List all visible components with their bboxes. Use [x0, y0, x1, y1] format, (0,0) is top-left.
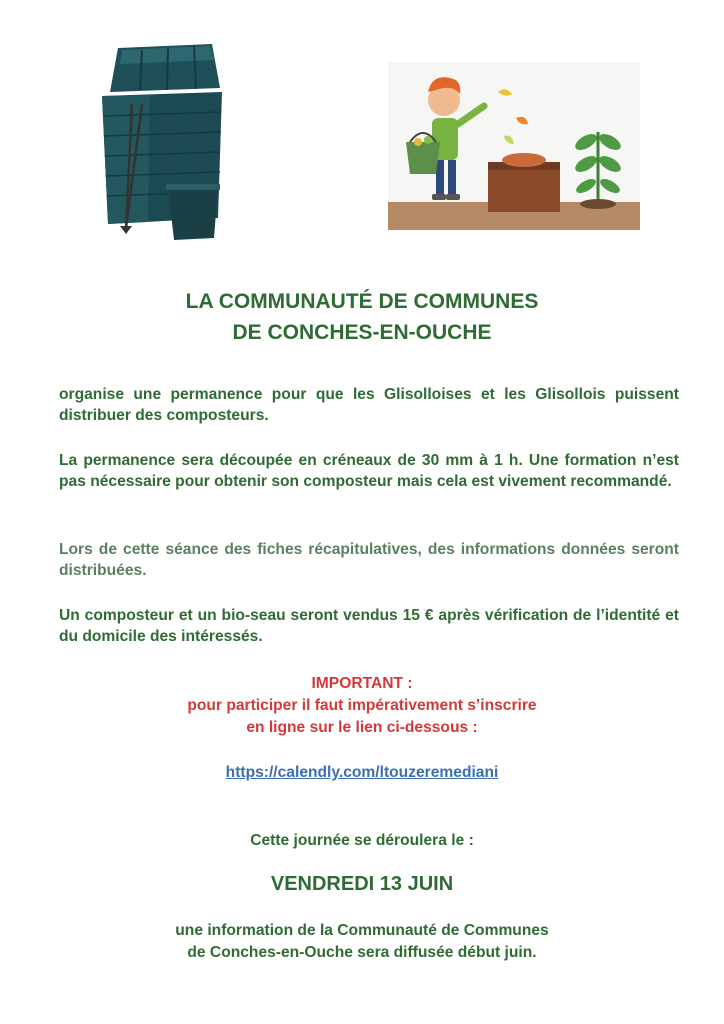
important-line-2: en ligne sur le lien ci-dessous : [246, 719, 478, 736]
footer-line-2: de Conches-en-Ouche sera diffusée début juin. [187, 944, 537, 961]
calendly-link[interactable]: https://calendly.com/ltouzeremediani [225, 764, 499, 781]
title-line-1: LA COMMUNAUTÉ DE COMMUNES [185, 290, 539, 313]
paragraph-slots: La permanence sera découpée en créneaux de 30 mm à 1 h. Une formation n’est pas nécessaire pour obtenir son composteur mais cela est vivement recommandé. [59, 452, 679, 490]
paragraph-price: Un composteur et un bio-seau seront vendus 15 € après vérification de l’identité et du domicile des intéressés. [59, 607, 679, 645]
composter-bin-illustration [90, 38, 230, 243]
event-date: VENDREDI 13 JUIN [270, 873, 454, 895]
link-row [0, 762, 724, 783]
important-heading: IMPORTANT : [311, 675, 413, 692]
child-composting-illustration [388, 62, 640, 230]
paragraph-intro: organise une permanence pour que les Glisolloises et les Glisollois puissent distribuer des composteurs. [59, 386, 679, 424]
title-line-2: DE CONCHES-EN-OUCHE [232, 321, 492, 344]
important-line-1: pour participer il faut impérativement s’inscrire [187, 697, 537, 714]
paragraph-session: Lors de cette séance des fiches récapitulatives, des informations données seront distribuées. [59, 541, 679, 579]
footer-line-1: une information de la Communauté de Communes [175, 922, 549, 939]
schedule-intro: Cette journée se déroulera le : [250, 832, 474, 849]
